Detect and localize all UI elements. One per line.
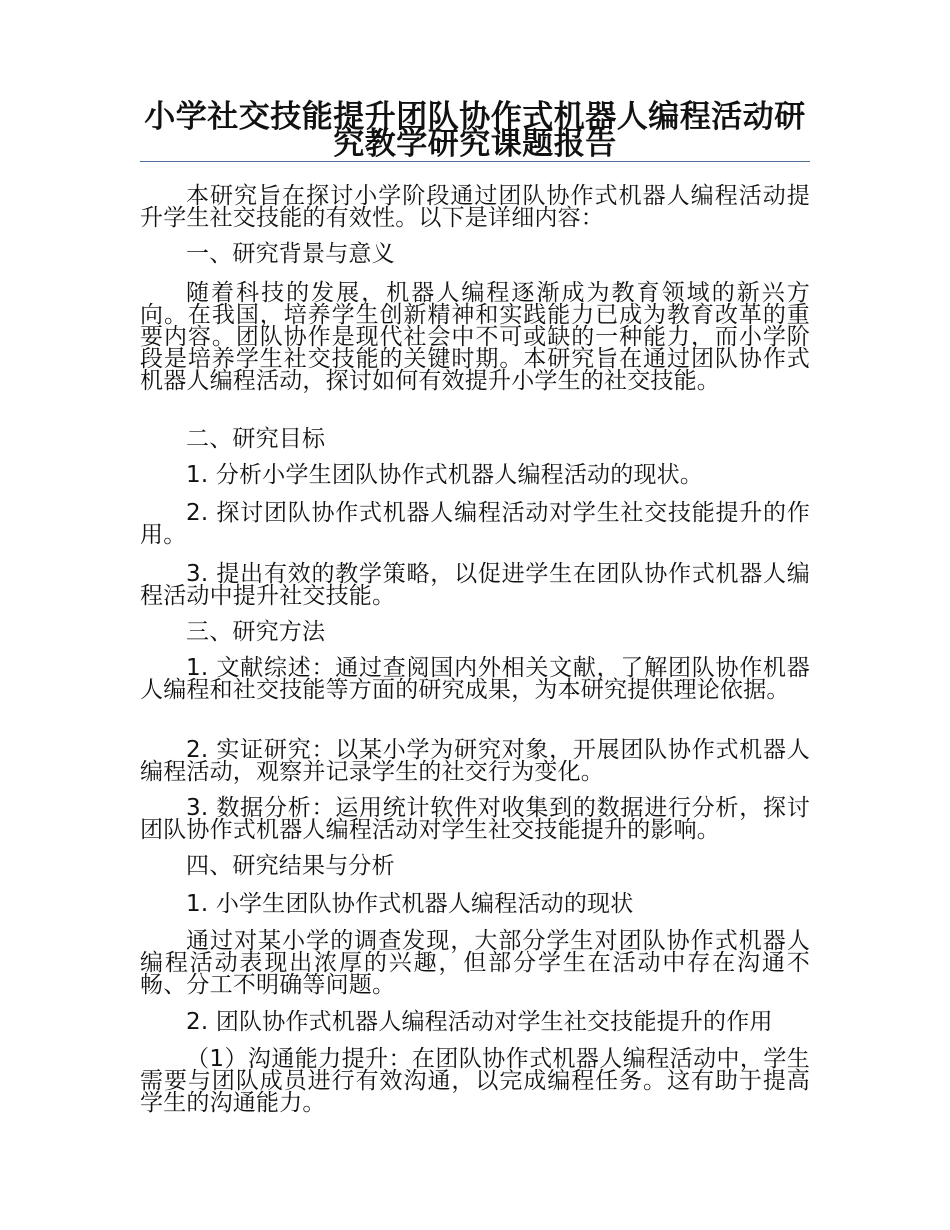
goal-item-3: 3. 提出有效的教学策略，以促进学生在团队协作式机器人编程活动中提升社交技能。 <box>140 561 810 609</box>
document-title: 小学社交技能提升团队协作式机器人编程活动研究教学研究课题报告 <box>144 99 806 162</box>
result-paragraph-1: 通过对某小学的调查发现，大部分学生对团队协作式机器人编程活动表现出浓厚的兴趣，但部分学生在活动中存在沟通不畅、分工不明确等问题。 <box>140 928 810 998</box>
goal-item-1: 1. 分析小学生团队协作式机器人编程活动的现状。 <box>186 462 704 488</box>
result-subheading-1: 1. 小学生团队协作式机器人编程活动的现状 <box>186 891 634 917</box>
method-item-1: 1. 文献综述：通过查阅国内外相关文献，了解团队协作机器人编程和社交技能等方面的研究成果，为本研究提供理论依据。 <box>140 655 810 703</box>
result-paragraph-2: （1）沟通能力提升：在团队协作式机器人编程活动中，学生需要与团队成员进行有效沟通，以完成编程任务。这有助于提高学生的沟通能力。 <box>140 1046 810 1116</box>
title-underline <box>140 161 810 162</box>
section-heading-background: 一、研究背景与意义 <box>186 241 395 267</box>
background-paragraph: 随着科技的发展，机器人编程逐渐成为教育领域的新兴方向。在我国，培养学生创新精神和实践能力已成为教育改革的重要内容。团队协作是现代社会中不可或缺的一种能力，而小学阶段是培养学生社交技能的关键时期。本研究旨在通过团队协作式机器人编程活动，探讨如何有效提升小学生的社交技能。 <box>140 280 810 394</box>
method-item-3: 3. 数据分析：运用统计软件对收集到的数据进行分析，探讨团队协作式机器人编程活动对学生社交技能提升的影响。 <box>140 795 810 843</box>
section-heading-results: 四、研究结果与分析 <box>186 853 395 879</box>
goal-item-2: 2. 探讨团队协作式机器人编程活动对学生社交技能提升的作用。 <box>140 500 810 548</box>
intro-paragraph: 本研究旨在探讨小学阶段通过团队协作式机器人编程活动提升学生社交技能的有效性。以下是详细内容： <box>140 183 810 231</box>
result-subheading-2: 2. 团队协作式机器人编程活动对学生社交技能提升的作用 <box>186 1009 773 1035</box>
section-heading-methods: 三、研究方法 <box>186 619 326 645</box>
section-heading-goals: 二、研究目标 <box>186 426 326 452</box>
method-item-2: 2. 实证研究：以某小学为研究对象，开展团队协作式机器人编程活动，观察并记录学生的社交行为变化。 <box>140 737 810 785</box>
